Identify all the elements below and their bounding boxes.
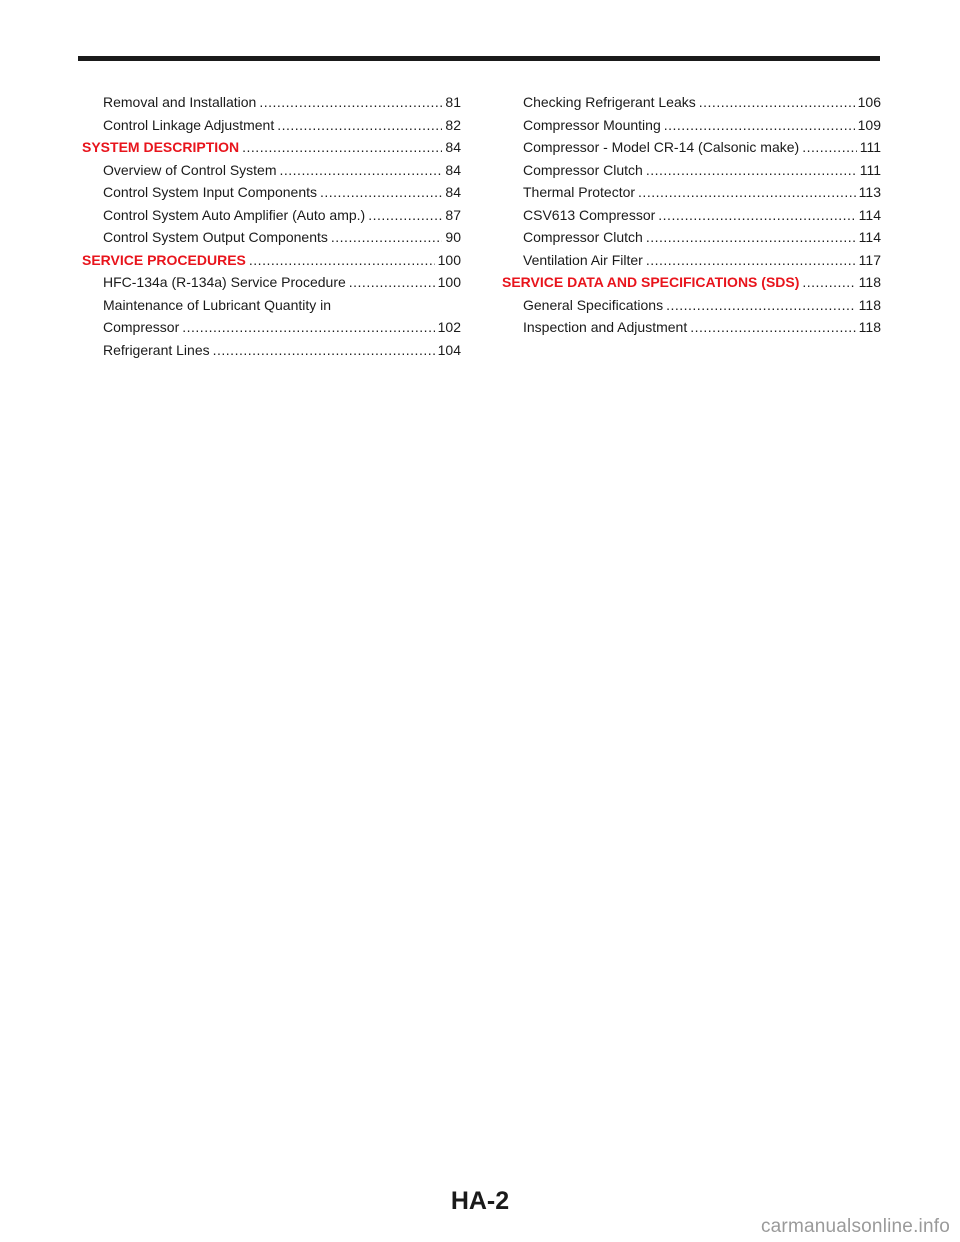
leader-dots	[280, 159, 443, 182]
toc-entry-label: Compressor	[103, 319, 180, 335]
section-heading-label: SYSTEM DESCRIPTION	[82, 139, 240, 155]
toc-entry[interactable]	[502, 181, 881, 204]
toc-entry-page: 106	[857, 94, 881, 110]
toc-entry-page: 117	[858, 251, 881, 268]
toc-left-column	[82, 91, 461, 361]
leader-dots	[658, 204, 855, 227]
toc-entry-label: Ventilation Air Filter	[523, 251, 643, 268]
toc-entry[interactable]	[82, 204, 461, 227]
leader-dots	[646, 226, 856, 249]
toc-entry[interactable]	[502, 136, 881, 159]
leader-dots	[320, 181, 442, 204]
toc-entry[interactable]	[82, 159, 461, 182]
toc-entry[interactable]	[502, 91, 881, 114]
leader-dots	[802, 136, 857, 159]
toc-entry-page: 90	[445, 229, 461, 245]
toc-entry-page: 100	[437, 251, 461, 268]
toc-entry-page: 84	[445, 161, 461, 178]
watermark: carmanualsonline.info	[760, 1216, 950, 1237]
toc-entry-page: 104	[437, 341, 461, 358]
toc-entry-label: Control System Input Components	[103, 184, 317, 200]
leader-dots	[646, 249, 856, 272]
toc-entry-page: 100	[437, 274, 461, 290]
leader-dots	[259, 91, 442, 114]
leader-dots	[802, 271, 855, 294]
toc-entry[interactable]	[502, 316, 881, 339]
leader-dots	[646, 159, 857, 182]
leader-dots	[213, 339, 435, 362]
toc-entry-label: Refrigerant Lines	[103, 341, 210, 358]
leader-dots	[690, 316, 855, 339]
toc-entry-label: Inspection and Adjustment	[523, 319, 688, 335]
toc-entry-label: Control Linkage Adjustment	[103, 116, 275, 133]
toc-entry-label: Compressor Mounting	[523, 116, 661, 133]
section-heading-label: SERVICE DATA AND SPECIFICATIONS (SDS)	[502, 274, 800, 290]
leader-dots	[699, 91, 855, 114]
toc-entry-page: 84	[445, 184, 461, 200]
toc-entry-label: Maintenance of Lubricant Quantity in	[103, 296, 332, 313]
toc-entry-page: 114	[858, 206, 881, 223]
leader-dots	[242, 136, 442, 159]
toc-entry[interactable]	[502, 114, 881, 137]
toc-section-heading[interactable]	[82, 136, 461, 159]
toc-entry[interactable]	[82, 316, 461, 339]
toc-entry[interactable]	[82, 226, 461, 249]
toc-entry-label: Control System Auto Amplifier (Auto amp.)	[103, 206, 366, 223]
toc-entry[interactable]	[82, 181, 461, 204]
toc-entry[interactable]	[502, 294, 881, 317]
leader-dots	[664, 114, 855, 137]
toc-entry-page: 102	[437, 319, 461, 335]
leader-dots	[638, 181, 856, 204]
leader-dots	[666, 294, 856, 317]
toc-entry-label: General Specifications	[523, 296, 664, 313]
toc-entry[interactable]	[502, 226, 881, 249]
toc-entry-page: 87	[445, 206, 461, 223]
toc-entry-label: Removal and Installation	[103, 94, 257, 110]
toc-entry-page: 109	[857, 116, 881, 133]
toc-entry[interactable]	[82, 339, 461, 362]
toc-entry-page: 118	[858, 296, 881, 313]
toc-entry[interactable]	[502, 204, 881, 227]
toc-entry-page: 82	[445, 116, 461, 133]
leader-dots	[331, 226, 443, 249]
toc-entry[interactable]	[82, 91, 461, 114]
toc-entry[interactable]	[502, 159, 881, 182]
toc-entry[interactable]	[82, 271, 461, 294]
toc-entry-page: 118	[858, 274, 881, 290]
toc-entry-label: Overview of Control System	[103, 161, 277, 178]
leader-dots	[182, 316, 434, 339]
leader-dots	[249, 249, 435, 272]
toc-entry-page: 114	[858, 229, 881, 245]
toc-entry-label: Thermal Protector	[523, 184, 636, 200]
header-rule	[78, 56, 880, 61]
toc-entry[interactable]	[82, 294, 461, 317]
toc-entry-page: 113	[858, 184, 881, 200]
section-heading-label: SERVICE PROCEDURES	[82, 251, 246, 268]
toc-entry-page: 118	[858, 319, 881, 335]
toc-entry[interactable]	[82, 114, 461, 137]
leader-dots	[277, 114, 442, 137]
toc-entry[interactable]	[502, 249, 881, 272]
toc-entry-label: Control System Output Components	[103, 229, 328, 245]
toc-entry-page: 84	[445, 139, 461, 155]
leader-dots	[368, 204, 442, 227]
page-number: HA-2	[450, 1187, 510, 1215]
toc-entry-label: Checking Refrigerant Leaks	[523, 94, 696, 110]
toc-entry-label: Compressor Clutch	[523, 161, 643, 178]
toc-section-heading[interactable]	[82, 249, 461, 272]
toc-right-column	[502, 91, 881, 339]
toc-entry-label: HFC-134a (R-134a) Service Procedure	[103, 274, 346, 290]
toc-entry-label: CSV613 Compressor	[523, 206, 656, 223]
toc-entry-label: Compressor Clutch	[523, 229, 643, 245]
leader-dots	[349, 271, 435, 294]
toc-entry-page: 111	[859, 139, 881, 155]
toc-entry-label: Compressor - Model CR-14 (Calsonic make)	[523, 139, 800, 155]
toc-entry-page: 111	[859, 161, 881, 178]
toc-section-heading[interactable]	[502, 271, 881, 294]
toc-entry-page: 81	[445, 94, 461, 110]
